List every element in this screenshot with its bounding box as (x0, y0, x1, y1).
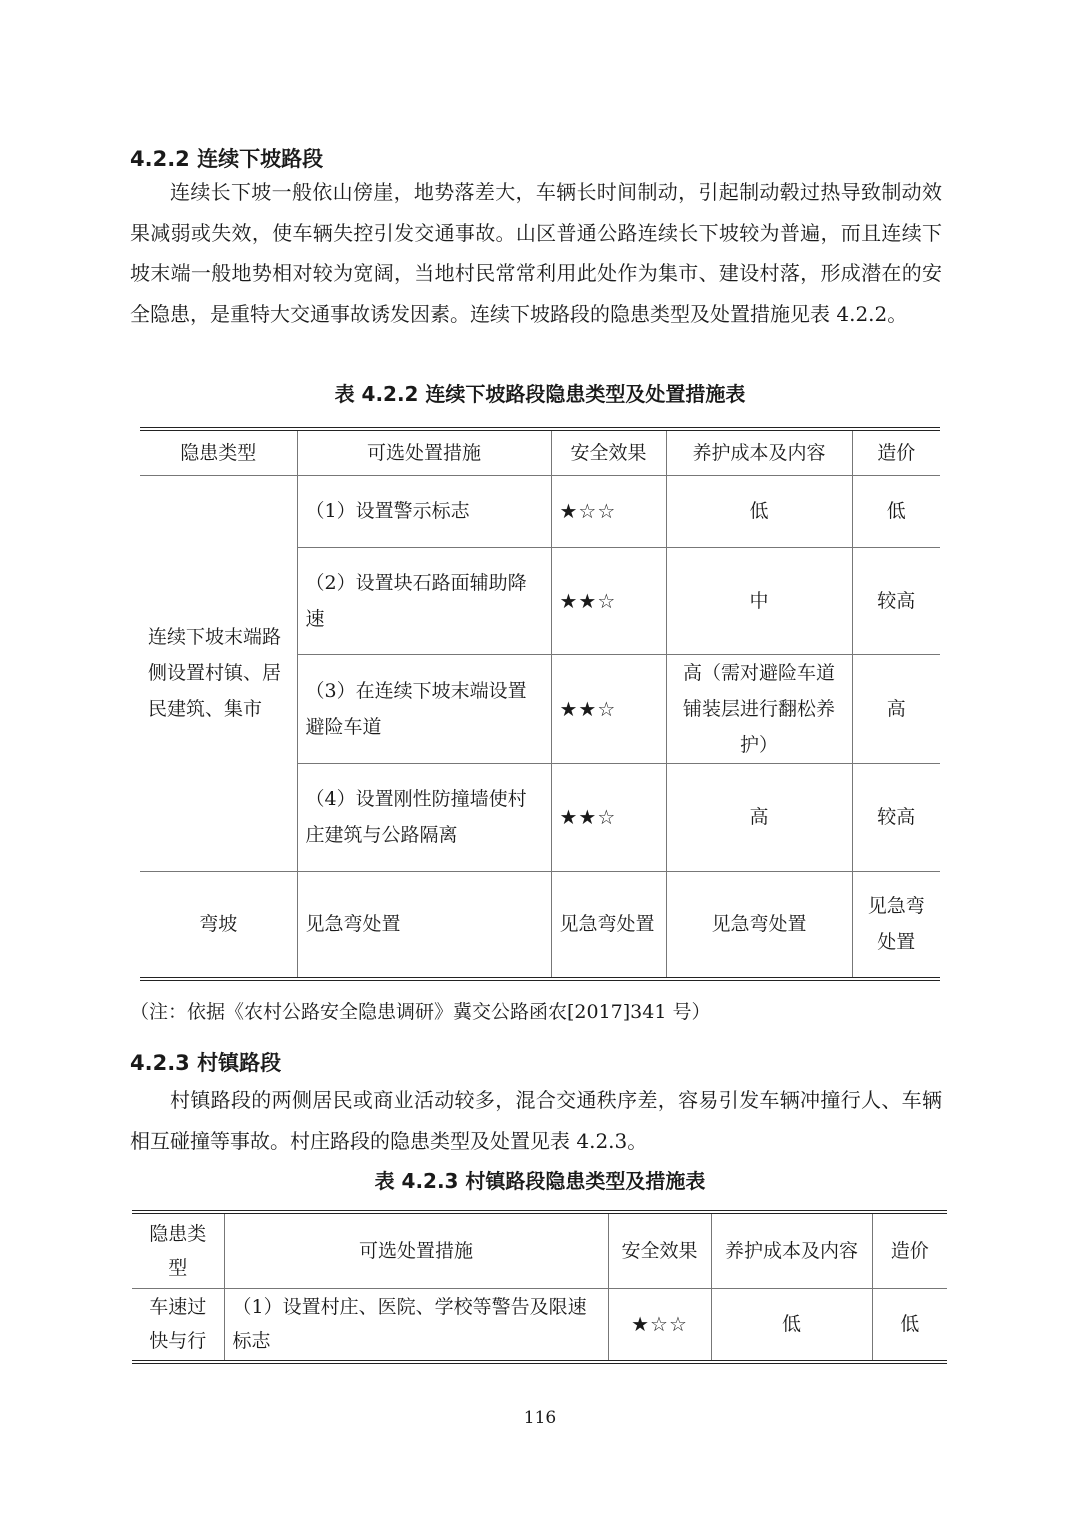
header-measures: 可选处置措施 (297, 429, 551, 475)
table-row (140, 475, 940, 547)
section-paragraph-4-2-3: 村镇路段的两侧居民或商业活动较多，混合交通秩序差，容易引发车辆冲撞行人、车辆相互碰撞等事故。村庄路段的隐患类型及处置见表 4.2.3。 (130, 1088, 942, 1153)
measure-cell: （3）在连续下坡末端设置避险车道 (297, 654, 551, 763)
price-cell: 高 (852, 654, 940, 763)
cost-cell: 低 (666, 475, 852, 547)
safety-stars: ★☆☆ (551, 475, 666, 547)
safety-stars: ★★☆ (551, 763, 666, 871)
header-hazard-type: 隐患类型 (132, 1212, 224, 1288)
table-note: （注：依据《农村公路安全隐患调研》冀交公路函农[2017]341 号） (130, 1001, 711, 1023)
hazard-type-cell: 连续下坡末端路侧设置村镇、居民建筑、集市 (140, 475, 297, 871)
cost-cell: 高 (666, 763, 852, 871)
section-paragraph-4-2-2: 连续长下坡一般依山傍崖，地势落差大，车辆长时间制动，引起制动毂过热导致制动效果减弱或失效，使车辆失控引发交通事故。山区普通公路连续长下坡较为普遍，而且连续下坡末端一般地势相对较为宽阔，当地村民常常利用此处作为集市、建设村落，形成潜在的安全隐患，是重特大交通事故诱发因素。连续下坡路段的隐患类型及处置措施见表 4.2.2。 (130, 180, 942, 326)
section-heading-4-2-3: 4.2.3 村镇路段 (130, 1051, 282, 1075)
table-header-row (140, 429, 940, 475)
price-cell: 低 (872, 1288, 947, 1362)
header-safety-effect: 安全效果 (608, 1212, 711, 1288)
measure-cell: 见急弯处置 (297, 871, 551, 979)
measure-cell: （2）设置块石路面辅助降速 (297, 547, 551, 654)
header-maintenance-cost: 养护成本及内容 (666, 429, 852, 475)
header-maintenance-cost: 养护成本及内容 (711, 1212, 872, 1288)
cost-cell: 高（需对避险车道铺装层进行翻松养护） (666, 654, 852, 763)
cost-cell: 低 (711, 1288, 872, 1362)
table-header-row (132, 1212, 947, 1288)
price-cell: 见急弯处置 (852, 871, 940, 979)
safety-stars: ★☆☆ (608, 1288, 711, 1362)
safety-stars: ★★☆ (551, 654, 666, 763)
header-hazard-type: 隐患类型 (140, 429, 297, 475)
hazard-type-cell: 车速过快与行 (132, 1288, 224, 1362)
measure-cell: （4）设置刚性防撞墙使村庄建筑与公路隔离 (297, 763, 551, 871)
table-caption-4-2-3: 表 4.2.3 村镇路段隐患类型及措施表 (374, 1169, 706, 1193)
table-row (132, 1288, 947, 1362)
safety-stars: ★★☆ (551, 547, 666, 654)
price-cell: 较高 (852, 763, 940, 871)
hazard-type-cell: 弯坡 (140, 871, 297, 979)
header-price: 造价 (872, 1212, 947, 1288)
page-number: 116 (523, 1408, 557, 1428)
measure-cell: （1）设置村庄、医院、学校等警告及限速标志 (224, 1288, 608, 1362)
header-measures: 可选处置措施 (224, 1212, 608, 1288)
hazard-table-4-2-3 (132, 1210, 947, 1364)
table-row (140, 871, 940, 979)
measure-cell: （1）设置警示标志 (297, 475, 551, 547)
header-price: 造价 (852, 429, 940, 475)
price-cell: 低 (852, 475, 940, 547)
header-safety-effect: 安全效果 (551, 429, 666, 475)
price-cell: 较高 (852, 547, 940, 654)
table-caption-4-2-2: 表 4.2.2 连续下坡路段隐患类型及处置措施表 (334, 382, 746, 406)
cost-cell: 见急弯处置 (666, 871, 852, 979)
section-heading-4-2-2: 4.2.2 连续下坡路段 (130, 147, 324, 171)
cost-cell: 中 (666, 547, 852, 654)
safety-effect-cell: 见急弯处置 (551, 871, 666, 979)
hazard-table-4-2-2 (140, 427, 940, 981)
